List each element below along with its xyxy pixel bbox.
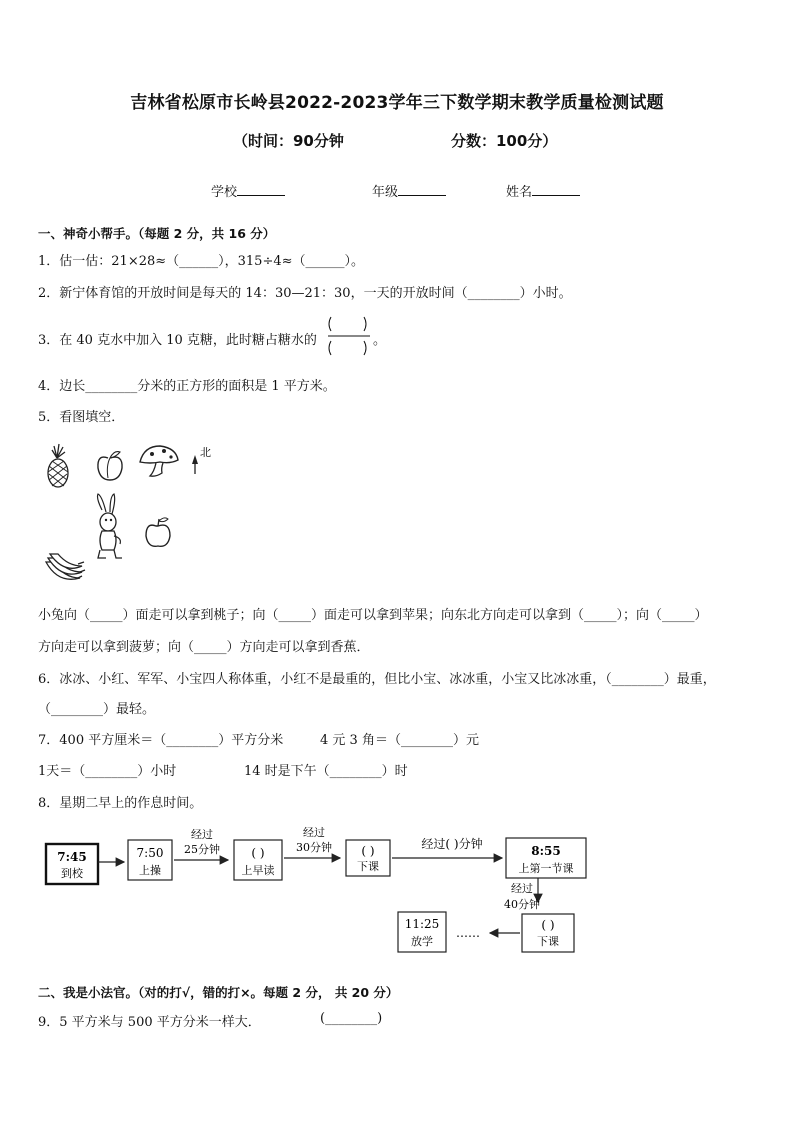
question-6-line-2: （________）最轻。: [38, 702, 156, 717]
name-label: 姓名: [506, 185, 533, 200]
reading-time: ( ): [251, 846, 265, 860]
question-4: 4．边长________分米的正方形的面积是 1 平方米。: [38, 379, 336, 394]
peach-icon: [98, 452, 122, 480]
arrow-3-label: 经过( )分钟: [421, 837, 483, 851]
question-1: 1．估一估：21×28≈（______），315÷4≈（______）。: [38, 254, 365, 269]
first-class-label: 上第一节课: [518, 862, 574, 875]
name-field: [506, 181, 580, 200]
question-7-day: 1天＝（________）小时: [38, 764, 177, 779]
fraction-blank: [326, 314, 372, 358]
question-3: 3．在 40 克水中加入 10 克糖，此时糖占糖水的: [38, 333, 317, 348]
grade-field: [372, 181, 446, 200]
question-5-line-2: 方向走可以拿到菠萝；向（_____）方向走可以拿到香蕉．: [38, 640, 370, 655]
question-7-clock: 14 时是下午（________）时: [244, 764, 408, 779]
section-2-heading: 二、我是小法官。（对的打√，错的打×。每题 2 分， 共 20 分）: [38, 985, 399, 1000]
arrow-2-bottom: 30分钟: [296, 841, 332, 854]
question-8: 8．星期二早上的作息时间。: [38, 796, 203, 811]
section-1-heading: 一、神奇小帮手。（每题 2 分，共 16 分）: [38, 226, 276, 241]
arrive-time: 7:45: [57, 850, 87, 864]
school-field: [211, 181, 285, 200]
arrow-4-top: 经过: [511, 882, 533, 895]
class-end-time: ( ): [541, 918, 555, 932]
break-label: 下课: [357, 860, 379, 873]
arrow-2-top: 经过: [303, 826, 325, 839]
arrow-1-bottom: 25分钟: [184, 843, 220, 856]
question-2: 2．新宁体育馆的开放时间是每天的 14：30—21：30，一天的开放时间（________）小时。: [38, 286, 572, 301]
north-label: 北: [200, 446, 211, 459]
exam-score: 分数：100分）: [451, 132, 558, 150]
ellipsis: ……: [456, 926, 480, 940]
dismiss-label: 放学: [411, 935, 433, 948]
question-7-area: 7．400 平方厘米＝（________）平方分米: [38, 733, 284, 748]
question-3-end: 。: [373, 333, 387, 348]
first-class-time: 8:55: [531, 844, 561, 858]
page-title: 吉林省松原市长岭县2022-2023学年三下数学期末教学质量检测试题: [130, 93, 664, 113]
grade-label: 年级: [372, 185, 399, 200]
break-time: ( ): [361, 844, 375, 858]
exercise-label: 上操: [139, 864, 161, 877]
question-6-line-1: 6．冰冰、小红、军军、小宝四人称体重，小红不是最重的，但比小宝、冰冰重，小宝又比冰冰重，（________）最重，: [38, 672, 716, 687]
schedule-flow-diagram: [40, 822, 600, 958]
map-figure: [40, 440, 220, 590]
arrow-4-bottom: 40分钟: [504, 898, 540, 911]
question-9: 9．5 平方米与 500 平方分米一样大．: [38, 1015, 261, 1030]
rabbit-icon: [98, 494, 123, 558]
apple-icon: [146, 518, 170, 546]
question-7-money: 4 元 3 角＝（________）元: [320, 733, 479, 748]
exercise-time: 7:50: [136, 846, 164, 860]
pineapple-icon: [48, 444, 68, 487]
mushroom-icon: [140, 446, 178, 476]
reading-label: 上早读: [241, 864, 275, 877]
question-9-blank: (________): [320, 1011, 383, 1026]
arrive-label: 到校: [61, 867, 83, 880]
question-5-line-1: 小兔向（_____）面走可以拿到桃子；向（_____）面走可以拿到苹果；向东北方向走可以拿到（_____）；向（_____）: [38, 608, 708, 623]
exam-time: （时间：90分钟: [233, 132, 344, 150]
question-5: 5．看图填空．: [38, 410, 125, 425]
school-label: 学校: [211, 185, 238, 200]
dismiss-time: 11:25: [404, 917, 440, 931]
arrow-1-top: 经过: [191, 828, 213, 841]
north-arrow-icon: [192, 455, 198, 474]
banana-icon: [46, 554, 85, 579]
class-end-label: 下课: [537, 935, 559, 948]
